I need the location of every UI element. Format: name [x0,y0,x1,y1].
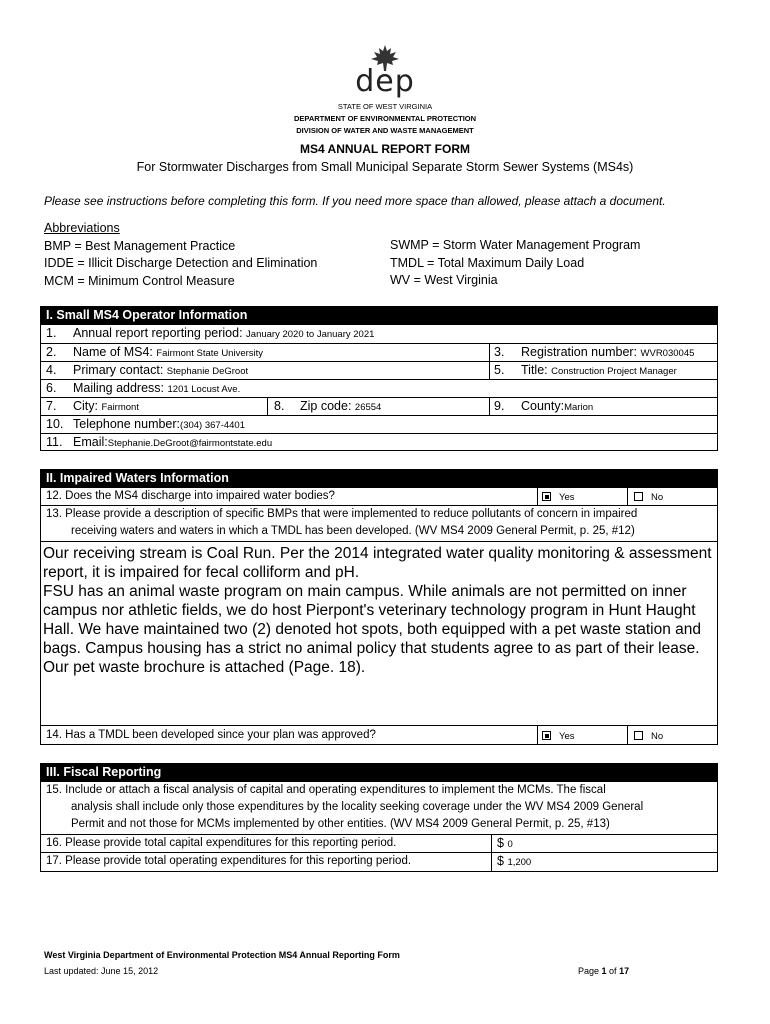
section-2-header: II. Impaired Waters Information [40,469,718,487]
abbreviation-item: BMP = Best Management Practice [44,238,236,253]
q9-label: County: [521,399,565,413]
q4-label: Primary contact: [73,363,164,377]
q7-label: City: [73,399,98,413]
q9-num: 9. [494,399,505,413]
department-name: DEPARTMENT OF ENVIRONMENTAL PROTECTION [293,114,477,123]
answer-paragraph: FSU has an animal waste program on main campus. While animals are not permitted on inner campus nor athletic fields, we do host Pierpont's veterinary technology program in Hunt Haught Hall. We have maintained two (2) denoted hot spots, both equipped with a pet waste station and bags. Campus housing has a strict no animal policy that students agree to as part of their lease. Our pet waste brochure is attached (Page. 18). [43,583,702,676]
currency-symbol: $ [497,854,504,868]
row-telephone [41,415,717,433]
row-impaired-waters [41,488,717,505]
page-number [578,966,629,976]
row-primary-contact [41,361,717,379]
q12-yes-checkbox[interactable] [542,492,551,501]
bmp-description-answer[interactable] [41,541,717,725]
q10-num: 10. [46,417,64,431]
q13-text-line2: receiving waters and waters in which a TMDL has been developed. (WV MS4 2009 General Permit, p. 25, #12) [71,525,635,537]
page-current: 1 [601,966,607,976]
abbreviation-item: SWMP = Storm Water Management Program [390,238,641,252]
divider [267,398,268,415]
footer-last-updated: Last updated: June 15, 2012 [44,966,159,976]
divider [627,726,628,744]
q5-num: 5. [494,363,505,377]
divider [491,835,492,852]
mailing-address-field[interactable]: 1201 Locust Ave. [167,384,241,395]
logo-wordmark: dep [355,64,415,99]
form-title: MS4 ANNUAL REPORT FORM [299,142,470,156]
q16-text: 16. Please provide total capital expenditures for this reporting period. [46,837,397,849]
row-mailing-address [41,379,717,397]
divider [627,488,628,505]
divider [489,344,490,361]
abbreviations-left [44,220,317,290]
row-tmdl-developed [41,725,717,744]
divider [489,362,490,379]
section-3-table [40,781,718,872]
abbreviation-item: TMDL = Total Maximum Daily Load [390,255,585,270]
row-email [41,433,717,450]
q12-yes-label: Yes [559,492,575,503]
abbreviations-right [390,237,640,290]
primary-contact-field[interactable]: Stephanie DeGroot [166,366,249,377]
currency-symbol: $ [497,836,504,850]
q14-yes-label: Yes [559,731,575,742]
ms4-name-field[interactable]: Fairmont State University [156,348,264,359]
q17-text: 17. Please provide total operating expenditures for this reporting period. [46,855,412,867]
q14-no-checkbox[interactable] [634,731,643,740]
registration-number-field[interactable]: WVR030045 [640,348,695,359]
q2-num: 2. [46,345,57,359]
page-total: 17 [619,966,630,976]
capital-expenditures-field[interactable]: 0 [507,839,513,850]
answer-paragraph: Our receiving stream is Coal Run. Per the 2014 integrated water quality monitoring & assessment report, it is impaired for fecal colliform and pH. [43,545,712,581]
reporting-period-field[interactable]: January 2020 to January 2021 [246,329,375,340]
divider [537,488,538,505]
section-3-header: III. Fiscal Reporting [40,763,718,781]
section-1-header: I. Small MS4 Operator Information [40,306,718,324]
divider [489,398,490,415]
abbreviation-item: WV = West Virginia [390,273,498,287]
page-prefix: Page [578,966,602,976]
q13-text-line1: 13. Please provide a description of specific BMPs that were implemented to reduce pollutants of concern in impaired [46,508,638,520]
form-subtitle: For Stormwater Discharges from Small Municipal Separate Storm Sewer Systems (MS4s) [136,160,634,174]
q12-no-checkbox[interactable] [634,492,643,501]
divider [537,726,538,744]
q15-line1: 15. Include or attach a fiscal analysis of capital and operating expenditures to implement the MCMs. The fiscal [46,784,606,796]
instructions: Please see instructions before completing this form. If you need more space than allowed, please attach a document. [44,194,666,208]
q15-line3: Permit and not those for MCMs implemented by other entities. (WV MS4 2009 General Permit, p. 25, #13) [71,818,610,830]
q3-label: Registration number: [521,345,638,359]
page-of: of [606,966,620,976]
title-field[interactable]: Construction Project Manager [551,366,677,377]
row-operating-expenditures [41,852,717,871]
q15-line2: analysis shall include only those expenditures by the locality seeking coverage under the WV MS4 2009 General [71,801,644,813]
q1-label: Annual report reporting period: [73,326,243,340]
q5-label: Title: [521,363,548,377]
q1-num: 1. [46,326,57,340]
q3-num: 3. [494,345,505,359]
q11-num: 11. [46,435,63,449]
footer-title: West Virginia Department of Environmental Protection MS4 Annual Reporting Form [44,950,400,960]
row-city-zip-county [41,397,717,415]
row-capital-expenditures [41,834,717,852]
q2-label: Name of MS4: [73,345,153,359]
abbreviation-item: IDDE = Illicit Discharge Detection and Elimination [44,256,318,270]
q8-num: 8. [274,399,285,413]
state-name: STATE OF WEST VIRGINIA [337,102,433,111]
q6-label: Mailing address: [73,381,165,395]
agency-header [0,101,770,137]
division-name: DIVISION OF WATER AND WASTE MANAGEMENT [296,126,474,135]
q14-yes-checkbox[interactable] [542,731,551,740]
q14-text: 14. Has a TMDL been developed since your plan was approved? [46,729,376,741]
abbreviation-item: MCM = Minimum Control Measure [44,273,235,288]
telephone-field[interactable]: (304) 367-4401 [180,420,245,431]
row-fiscal-analysis [41,782,717,834]
q4-num: 4. [46,363,57,377]
q12-text: 12. Does the MS4 discharge into impaired water bodies? [46,490,335,502]
abbreviations-heading: Abbreviations [44,221,120,235]
q12-no-label: No [651,492,664,503]
divider [491,853,492,871]
q6-num: 6. [46,381,57,395]
county-field[interactable]: Marion [564,402,594,413]
city-field[interactable]: Fairmont [101,402,139,413]
q10-label: Telephone number: [73,417,181,431]
q7-num: 7. [46,399,57,413]
operating-expenditures-field[interactable]: 1,200 [507,857,532,868]
section-2-table [40,487,718,745]
q11-label: Email: [73,435,108,449]
email-field[interactable]: Stephanie.DeGroot@fairmontstate.edu [107,438,273,449]
q14-no-label: No [651,731,664,742]
section-1-table [40,324,718,451]
row-bmp-description-prompt [41,505,717,541]
q8-label: Zip code: [300,399,352,413]
zip-code-field[interactable]: 26554 [354,402,382,413]
row-reporting-period [41,325,717,343]
dep-logo [0,44,770,99]
row-ms4-name [41,343,717,361]
